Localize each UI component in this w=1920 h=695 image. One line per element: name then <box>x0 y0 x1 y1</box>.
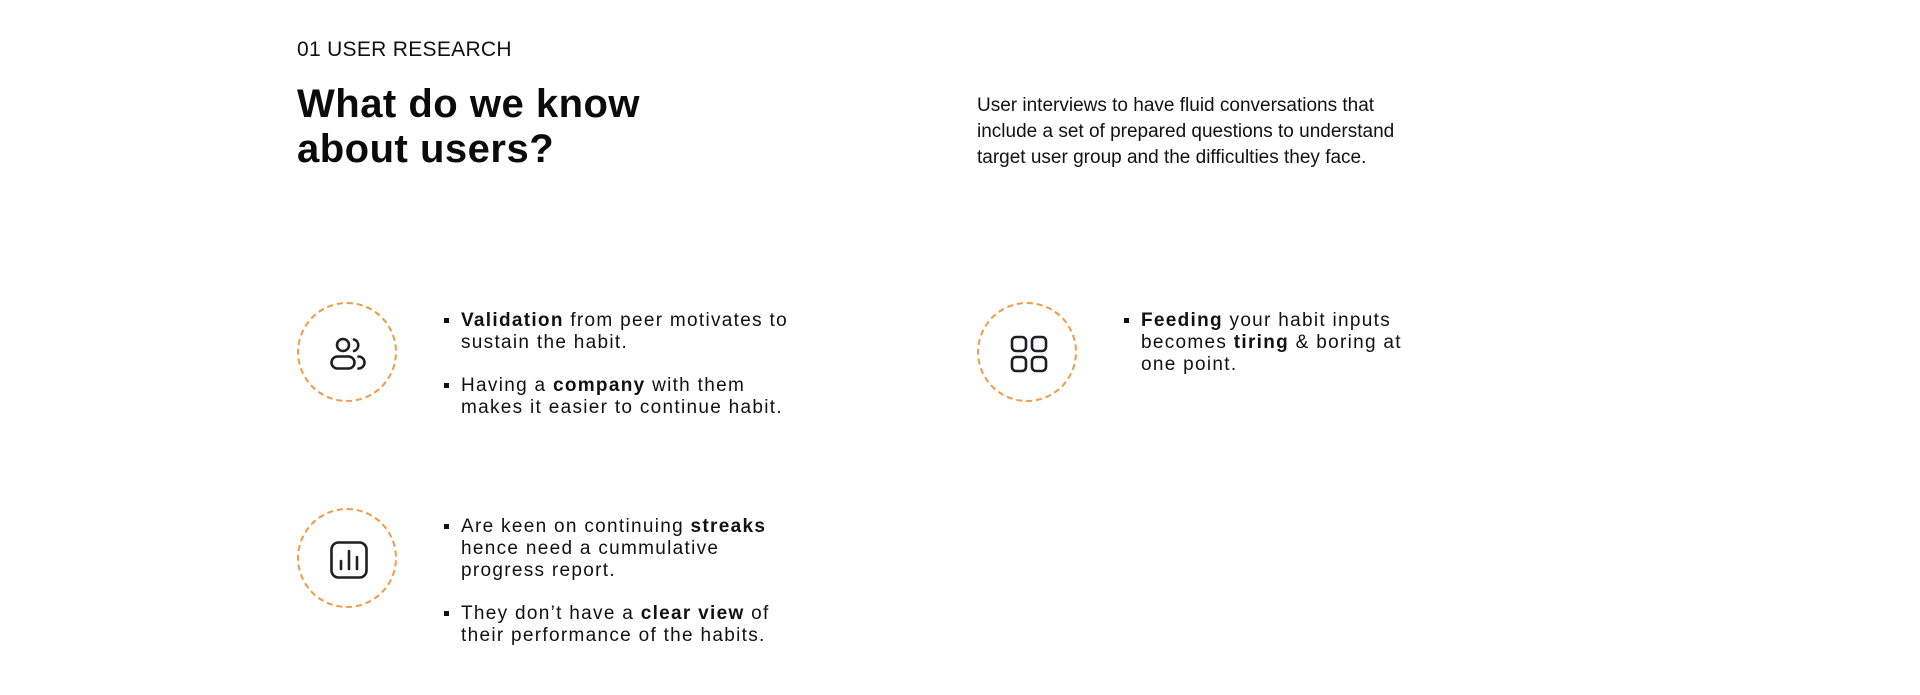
emphasis-text: company <box>552 375 646 396</box>
emphasis-text: Validation <box>461 310 564 331</box>
point-text: Having a <box>461 375 553 396</box>
finding-points <box>1123 310 1402 397</box>
point-line <box>1141 310 1402 332</box>
point-text: with them <box>645 375 746 396</box>
point-line <box>461 397 788 419</box>
point-text: becomes <box>1141 332 1234 353</box>
point-text: one point. <box>1141 354 1238 375</box>
finding-point <box>443 603 770 647</box>
point-text: progress report. <box>461 560 616 581</box>
section-eyebrow: 01 USER RESEARCH <box>297 38 512 61</box>
point-line <box>461 310 788 332</box>
point-text: of <box>744 603 770 624</box>
grid-icon <box>1009 334 1049 374</box>
icon-ring <box>297 508 397 608</box>
finding-point <box>1123 310 1402 376</box>
users-icon <box>329 334 369 374</box>
point-text: sustain the habit. <box>461 332 629 353</box>
heading-line: What do we know <box>297 82 641 126</box>
finding-points <box>443 516 770 668</box>
point-line <box>461 560 770 582</box>
section-heading <box>297 82 640 172</box>
point-line <box>461 332 788 354</box>
point-text: from peer motivates to <box>563 310 788 331</box>
finding-point <box>443 310 788 354</box>
emphasis-text: Feeding <box>1141 310 1223 331</box>
intro-line: User interviews to have fluid conversations that <box>977 95 1375 116</box>
point-line <box>1141 332 1402 354</box>
emphasis-text: tiring <box>1233 332 1290 353</box>
point-line <box>1141 354 1402 376</box>
point-line <box>461 375 788 397</box>
point-text: hence need a cummulative <box>461 538 720 559</box>
emphasis-text: clear view <box>640 603 745 624</box>
heading-line: about users? <box>297 127 555 171</box>
point-text: They don’t have a <box>461 603 641 624</box>
bar-chart-icon <box>329 540 369 580</box>
point-text: & boring at <box>1289 332 1402 353</box>
finding-point <box>443 516 770 582</box>
icon-ring <box>977 302 1077 402</box>
point-text: your habit inputs <box>1222 310 1392 331</box>
point-line <box>461 538 770 560</box>
point-line <box>461 603 770 625</box>
intro-text <box>977 93 1457 171</box>
point-line <box>461 625 770 647</box>
point-text: their performance of the habits. <box>461 625 766 646</box>
finding-point <box>443 375 788 419</box>
point-text: Are keen on continuing <box>461 516 691 537</box>
point-text: makes it easier to continue habit. <box>461 397 783 418</box>
intro-line: include a set of prepared questions to understand <box>977 121 1395 142</box>
icon-ring <box>297 302 397 402</box>
emphasis-text: streaks <box>690 516 767 537</box>
finding-points <box>443 310 788 440</box>
point-line <box>461 516 770 538</box>
intro-line: target user group and the difficulties they face. <box>977 147 1367 168</box>
